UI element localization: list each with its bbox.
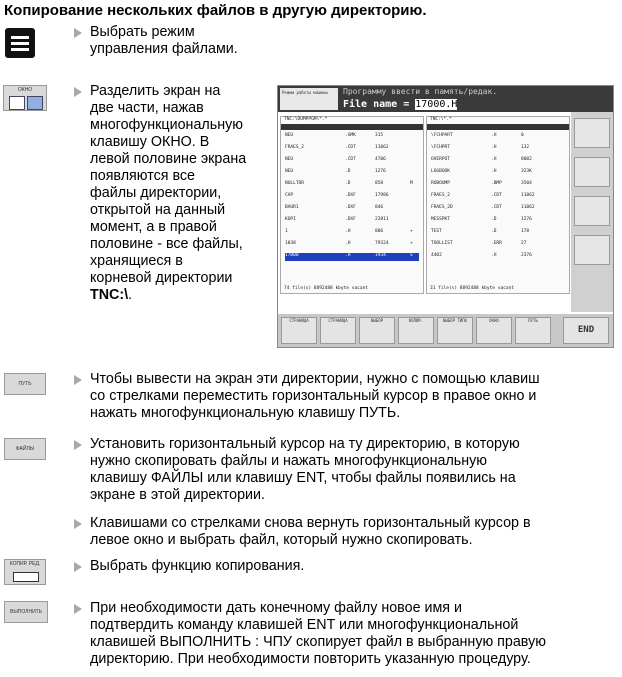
screen-header <box>278 86 613 112</box>
screen-softkey[interactable]: ВЫБОР ТИПА <box>437 317 473 344</box>
step-2-text: Разделить экран на две части, нажав многофункциональную клавишу ОКНО. В левой половине экрана появляются все файлы директории, открытой на данный момент, а в правой половине - все файлы, хранящиеся в корневой директории TNC:\. <box>90 83 247 303</box>
screen-softkey-bar <box>278 314 613 347</box>
file-row[interactable]: FRAES_2D .CDT 11062 <box>431 205 535 210</box>
file-row[interactable]: KOPI .DXF 22811 <box>285 217 389 222</box>
file-row[interactable]: 1 .H 806 + <box>285 229 413 234</box>
bullet-icon <box>74 604 82 614</box>
mode-label: Режим работы машины <box>280 88 338 110</box>
bullet-icon <box>74 562 82 572</box>
file-row[interactable]: NEU .D 1276 <box>285 169 386 174</box>
file-row[interactable]: TEST .D 178 <box>431 229 530 234</box>
sidebar-button[interactable] <box>574 118 610 148</box>
file-row[interactable]: BAUR1 .DXF 846 <box>285 205 384 210</box>
tnc-screen <box>277 85 614 348</box>
file-row[interactable]: TOOLLIST .ERR 27 <box>431 241 527 246</box>
bullet-icon <box>74 87 82 97</box>
step-5-text: Клавишами со стрелками снова вернуть горизонтальный курсор в левое окно и выбрать файл, который нужно скопировать. <box>90 515 531 548</box>
copy-softkey[interactable]: КОПИР. РЕД. <box>4 559 46 585</box>
file-row[interactable]: 17000 .H 1934 S <box>285 253 419 261</box>
file-row[interactable]: ROBOUMP .BMP 3504 <box>431 181 532 186</box>
file-row[interactable]: FRAES_2 .CDT 11062 <box>431 193 535 198</box>
file-row[interactable]: \FCHPRT .H 132 <box>431 145 530 150</box>
copy-arrow-icon <box>13 572 39 582</box>
path-softkey[interactable]: ПУТЬ <box>4 373 46 395</box>
file-name-line: File name = 17000.H <box>343 99 458 110</box>
screen-softkey[interactable]: ВЫБОР <box>359 317 395 344</box>
sidebar-button[interactable] <box>574 196 610 226</box>
file-row[interactable]: LOGBOOK .H 323K <box>431 169 532 174</box>
pgm-mgt-key-icon[interactable] <box>5 28 35 58</box>
file-row[interactable]: NULLTOR .D 858 M <box>285 181 413 186</box>
bullet-icon <box>74 440 82 450</box>
step-3-text: Чтобы вывести на экран эти директории, нужно с помощью клавиш со стрелками переместить горизонтальный курсор в правое окно и нажать многофункциональную клавишу ПУТЬ. <box>90 371 540 421</box>
file-row[interactable]: NEU .CDT 4706 <box>285 157 386 162</box>
split-window-icon-right <box>27 96 43 110</box>
file-row[interactable]: \FCHPART .H 0 <box>431 133 524 138</box>
file-row[interactable]: 1038 .H 79324 + <box>285 241 413 246</box>
bullet-icon <box>74 375 82 385</box>
end-softkey[interactable]: END <box>563 317 609 344</box>
screen-softkey[interactable]: СТРАНИЦА <box>281 317 317 344</box>
file-row[interactable]: CAP .DXF 17986 <box>285 193 389 198</box>
step-1-text: Выбрать режим управления файлами. <box>90 24 238 57</box>
screen-softkey[interactable]: КОПИР. <box>398 317 434 344</box>
bullet-icon <box>74 519 82 529</box>
screen-softkey[interactable]: ОКНО <box>476 317 512 344</box>
files-softkey[interactable]: ФАЙЛЫ <box>4 438 46 460</box>
page-title: Копирование нескольких файлов в другую директорию. <box>4 2 427 19</box>
screen-sidebar <box>571 112 613 312</box>
sidebar-button[interactable] <box>574 157 610 187</box>
screen-line1: Программу ввести в память/редак. <box>343 87 498 96</box>
file-row[interactable]: 4402 .H 2376 <box>431 253 532 258</box>
step-4-text: Установить горизонтальный курсор на ту директорию, в которую нужно скопировать файлы и нажать многофункциональную клавишу ФАЙЛЫ или клавишу ENT, чтобы файлы появились на экране в этой директории. <box>90 436 520 503</box>
screen-softkey[interactable]: ПУТЬ <box>515 317 551 344</box>
bullet-icon <box>74 28 82 38</box>
file-row[interactable]: NEU .GMK 315 <box>285 133 384 138</box>
left-pane: TNC:\DUMPPGM\*.* NEU .GMK 315 FRAES_2 .CDT 11062 NEU .CDT 4706 NEU .D 1276 NULLTOR .D 858 M CAP .DXF 17986 BAUR1 .DXF 846 KOPI .DXF 22811 1 .H 806 + 1038 .H 79324 + 17000 .H 1934 S 74 file(s) 8892488 kbyte vacant <box>280 116 424 294</box>
execute-softkey[interactable]: ВЫПОЛНИТЬ <box>4 601 48 623</box>
sidebar-button[interactable] <box>574 235 610 265</box>
step-6-text: Выбрать функцию копирования. <box>90 558 305 574</box>
split-window-icon <box>9 96 25 110</box>
right-pane: TNC:\*.* \FCHPART .H 0 \FCHPRT .H 132 OVERPOT .H 8002 LOGBOOK .H 323K ROBOUMP .BMP 3504 FRAES_2 .CDT 11062 FRAES_2D .CDT 11062 MESSPKT .D 1276 TEST .D 178 TOOLLIST .ERR 27 4402 .H 2376 31 file(s) 8892488 kbyte vacant <box>426 116 570 294</box>
file-row[interactable]: OVERPOT .H 8002 <box>431 157 532 162</box>
window-softkey[interactable]: ОКНО <box>3 85 47 111</box>
screen-softkey[interactable]: СТРАНИЦА <box>320 317 356 344</box>
file-row[interactable]: FRAES_2 .CDT 11062 <box>285 145 389 150</box>
step-7-text: При необходимости дать конечному файлу новое имя и подтвердить команду клавишей ENT или многофункциональной клавишей ВЫПОЛНИТЬ : ЧПУ скопирует файл в выбранную правую директорию. При необходимости повторить указанную процедуру. <box>90 600 546 667</box>
file-row[interactable]: MESSPKT .D 1276 <box>431 217 532 222</box>
